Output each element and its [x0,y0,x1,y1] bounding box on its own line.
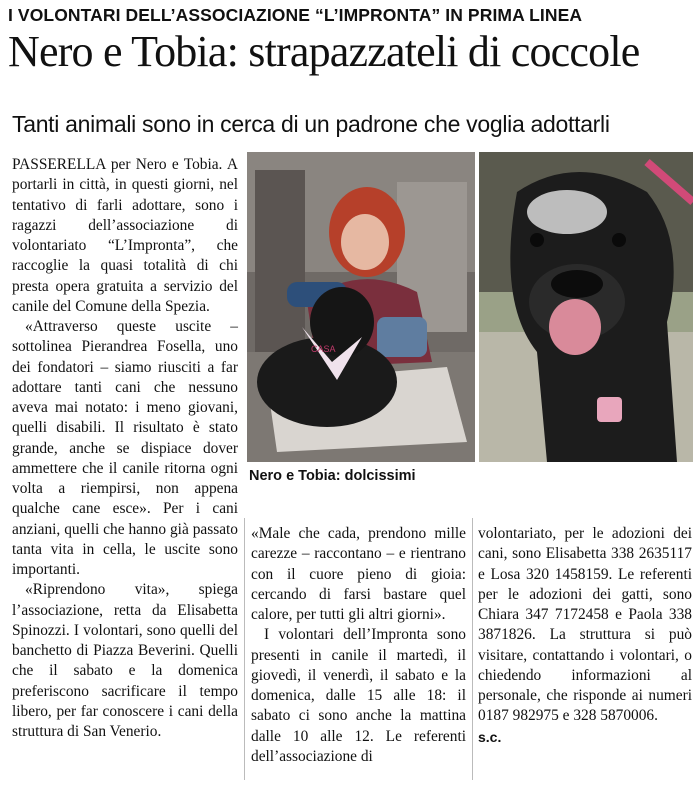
photo-right [479,152,693,462]
paragraph: I volontari dell’Impronta sono presenti in canile il martedì, il giovedì, il venerdì, il sabato e la domenica, dalle 15 alle 18: il sabato ci sono anche la mattina dalle 10 alle 12. Le referenti dell’associazione di [251,626,466,765]
column-divider [244,518,245,780]
article-column-3 [478,524,692,747]
article-column-2 [251,524,466,767]
article-column-1 [12,155,238,742]
bandana-text: CASA [311,344,336,354]
article-photo [247,152,693,462]
paragraph: PASSERELLA per Nero e Tobia. A portarli in città, in questi giorni, nel tentativo di farli adottare, sono i ragazzi dell’associazione di volontariato “L’Impronta”, che raccoglie la quasi totalità di chi presta opera gratuita a servizio del canile del Comune della Spezia. [12,156,238,315]
author-signature: s.c. [478,728,502,745]
photo-caption: Nero e Tobia: dolcissimi [249,468,416,484]
paragraph: «Male che cada, prendono mille carezze – raccontano – e rientrano con il cuore pieno di gioia: cercando di farsi bastare quel calore, per tutti gli altri giorni». [251,525,466,623]
paragraph: «Riprendono vita», spiega l’associazione, retta da Elisabetta Spinozzi. I volontari, sono quelli del banchetto di Piazza Beverini. Quelli che il sabato e la domenica preferiscono sacrificare il tempo libero, per far conoscere i cani della struttura di San Venerio. [12,581,238,740]
headline: Nero e Tobia: strapazzateli di coccole [8,27,640,76]
subhead: Tanti animali sono in cerca di un padrone che voglia adottarli [12,111,610,137]
paragraph: volontariato, per le adozioni dei cani, sono Elisabetta 338 2635117 e Losa 320 1458159. Le referenti per le adozioni dei gatti, sono Chiara 347 7172458 e Paola 338 3871826. La struttura si può visitare, contattando i volontari, o chiedendo informazioni al personale, che risponde ai numeri 0187 982975 e 328 5870006. [478,525,692,725]
paragraph: «Attraverso queste uscite – sottolinea Pierandrea Fosella, uno dei fondatori – siamo riusciti a far adottare tanti cani che nessuno aveva mai notato: i meno giovani, quelli disabili. Il risultato è stato grande, anche se dispiace dover ammettere che il canile ritorna ogni volta a riempirsi, non appena qualche cane esce». Per i cani anziani, quelli che hanno già passato tanta vita in cella, le uscite sono importanti. [12,318,238,578]
photo-left [247,152,475,462]
column-divider [472,518,473,780]
kicker: I VOLONTARI DELL’ASSOCIAZIONE “L’IMPRONTA” IN PRIMA LINEA [8,5,583,25]
